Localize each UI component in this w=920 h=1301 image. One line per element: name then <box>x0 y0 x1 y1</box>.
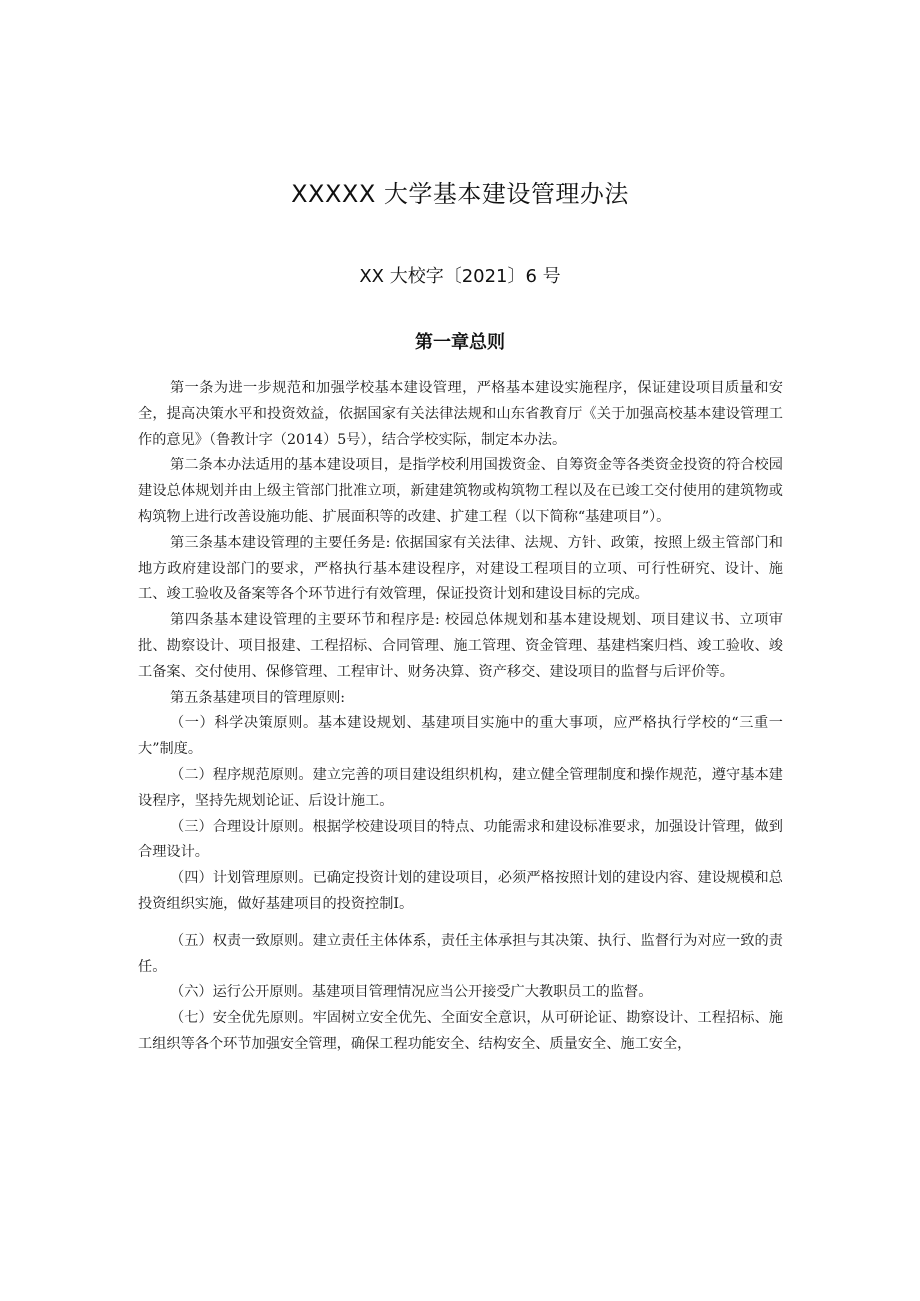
principle-2: （二）程序规范原则。建立完善的项目建设组织机构，建立健全管理制度和操作规范，遵守基本建设程序，坚持先规划论证、后设计施工。 <box>138 766 783 809</box>
body-text <box>138 376 783 1058</box>
article-2: 第二条本办法适用的基本建设项目，是指学校利用国拨资金、自筹资金等各类资金投资的符合校园建设总体规划并由上级主管部门批准立项，新建建筑物或构筑物工程以及在已竣工交付使用的建筑物或构筑物上进行改善设施功能、扩展面积等的改建、扩建工程（以下简称“基建项目”）。 <box>138 457 783 525</box>
principle-1: （一）科学决策原则。基本建设规划、基建项目实施中的重大事项，应严格执行学校的“三重一大”制度。 <box>138 715 783 758</box>
chapter-heading: 第一章总则 <box>415 332 505 353</box>
article-3: 第三条基本建设管理的主要任务是: 依据国家有关法律、法规、方针、政策，按照上级主管部门和地方政府建设部门的要求，严格执行基本建设程序，对建设工程项目的立项、可行性研究、设计、施工、竣工验收及备案等各个环节进行有效管理，保证投资计划和建设目标的完成。 <box>138 534 783 603</box>
document-title: XXXXX 大学基本建设管理办法 <box>291 180 629 208</box>
principle-7: （七）安全优先原则。牢固树立安全优先、全面安全意识，从可研论证、勘察设计、工程招标、施工组织等各个环节加强安全管理，确保工程功能安全、结构安全、质量安全、施工安全， <box>138 1010 783 1052</box>
article-5: 第五条基建项目的管理原则: <box>170 689 346 706</box>
principle-5: （五）权责一致原则。建立责任主体体系，责任主体承担与其决策、执行、监督行为对应一致的责任。 <box>138 932 783 975</box>
principle-4: （四）计划管理原则。已确定投资计划的建设项目，必须严格按照计划的建设内容、建设规模和总投资组织实施，做好基建项目的投资控制I。 <box>138 870 783 912</box>
article-1: 第一条为进一步规范和加强学校基本建设管理，严格基本建设实施程序，保证建设项目质量和安全，提高决策水平和投资效益，依据国家有关法律法规和山东省教育厅《关于加强高校基本建设管理工作的意见》（鲁教计字（2014）5号），结合学校实际，制定本办法。 <box>138 380 783 448</box>
document-number: XX 大校字〔2021〕6 号 <box>359 266 561 287</box>
principle-3: （三）合理设计原则。根据学校建设项目的特点、功能需求和建设标准要求，加强设计管理，做到合理设计。 <box>138 818 783 861</box>
article-4: 第四条基本建设管理的主要环节和程序是: 校园总体规划和基本建设规划、项目建议书、立项审批、勘察设计、项目报建、工程招标、合同管理、施工管理、资金管理、基建档案归档、竣工验收、竣工备案、交付使用、保修管理、工程审计、财务决算、资产移交、建设项目的监督与后评价等。 <box>138 612 783 680</box>
principle-6: （六）运行公开原则。基建项目管理情况应当公开接受广大教职员工的监督。 <box>170 984 653 1001</box>
